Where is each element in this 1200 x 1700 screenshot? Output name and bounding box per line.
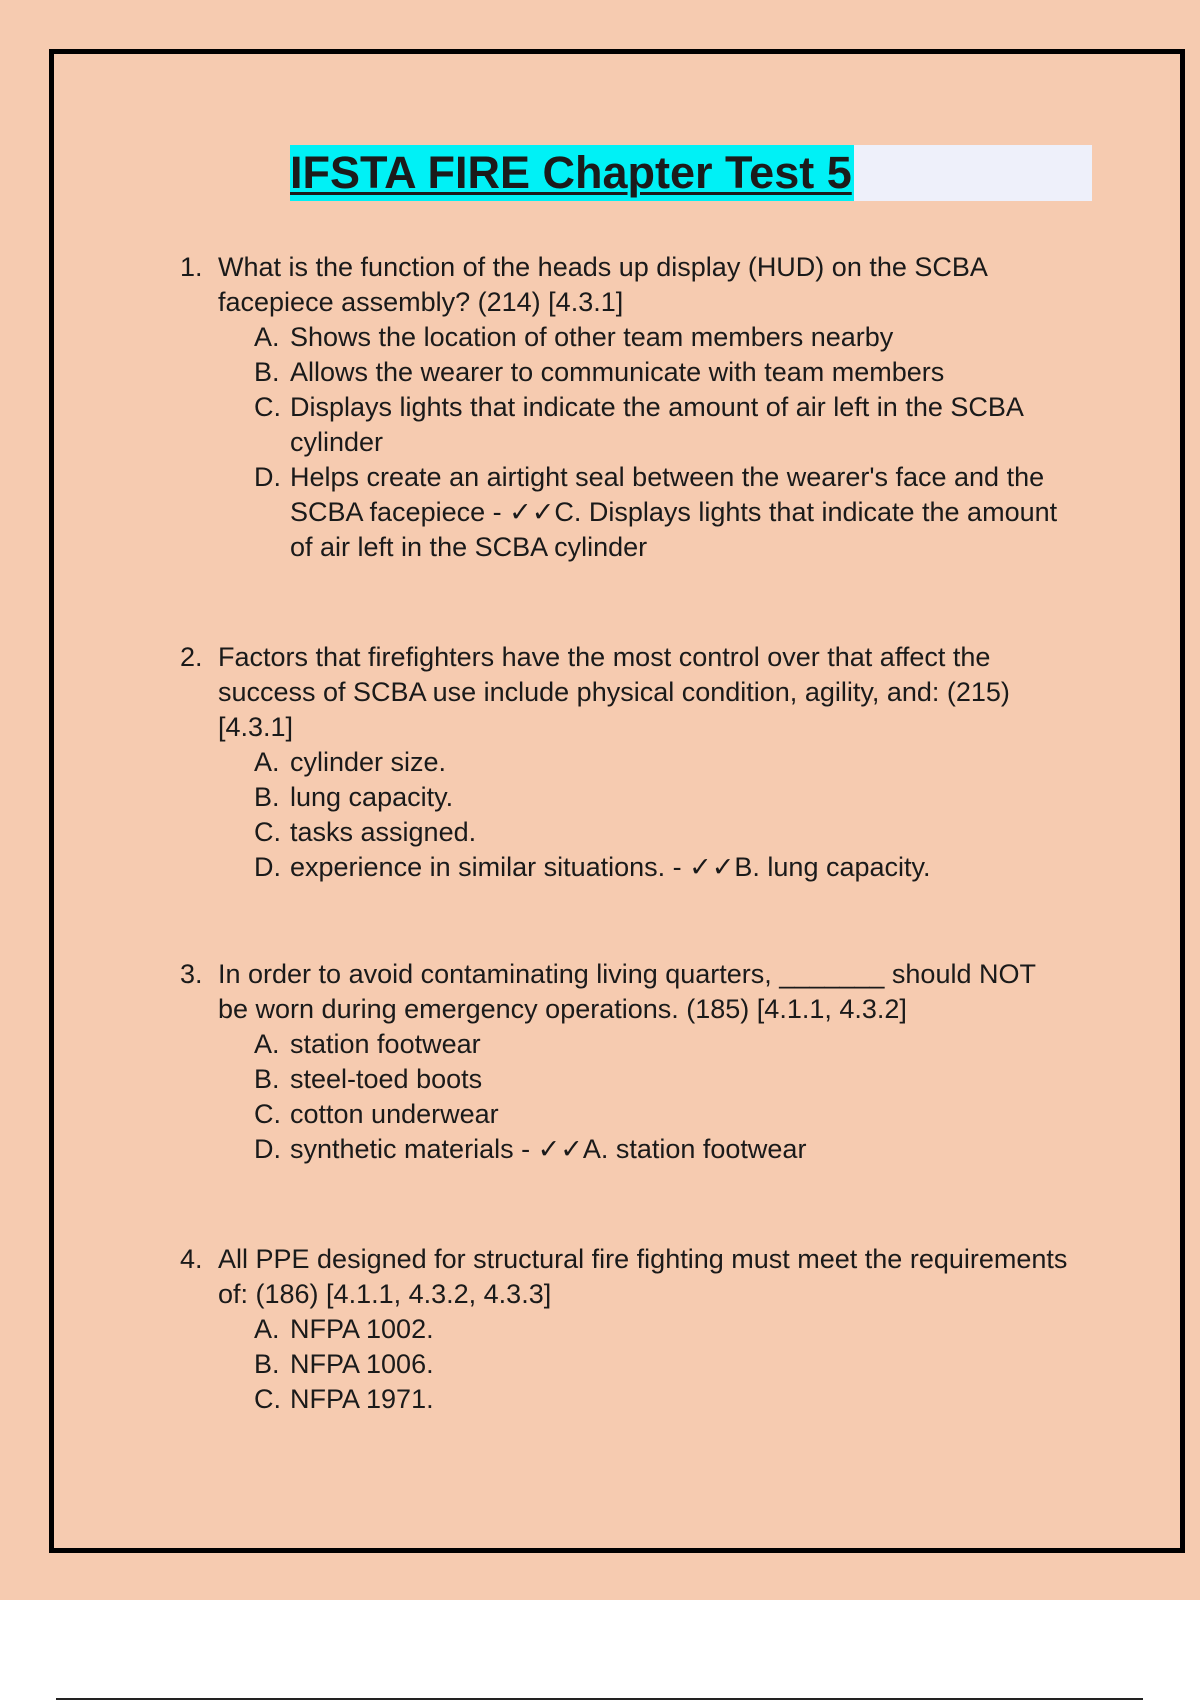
option-letter: D. (254, 462, 281, 492)
option-letter: A. (254, 1029, 280, 1059)
option-letter: A. (254, 747, 280, 777)
option-text: cotton underwear (290, 1099, 499, 1129)
answer-option-d (254, 850, 1084, 885)
answer-option-a (254, 1312, 1084, 1347)
option-letter: A. (254, 322, 280, 352)
question-2 (180, 640, 1080, 900)
option-text: Shows the location of other team members nearby (290, 322, 894, 352)
answer-option-d (254, 460, 1084, 565)
option-text: station footwear (290, 1029, 481, 1059)
question-text: Factors that firefighters have the most control over that affect the success of SCBA use include physical condition, agility, and: (215) [4.3.1] (218, 642, 1010, 742)
answer-option-a (254, 320, 1084, 355)
option-text: synthetic materials - ✓✓A. station footwear (290, 1134, 807, 1164)
question-text: In order to avoid contaminating living quarters, _______ should NOT be worn during emergency operations. (185) [4.1.1, 4.3.2] (218, 959, 1036, 1024)
option-text: NFPA 1002. (290, 1314, 434, 1344)
answer-option-d (254, 1132, 1084, 1167)
option-text: NFPA 1006. (290, 1349, 434, 1379)
answer-option-b (254, 780, 1084, 815)
option-text: Helps create an airtight seal between the wearer's face and the SCBA facepiece - ✓✓C. Displays lights that indicate the amount of air left in the SCBA cylinder (290, 462, 1058, 562)
option-letter: C. (254, 1099, 281, 1129)
option-letter: A. (254, 1314, 280, 1344)
answer-option-b (254, 1062, 1084, 1097)
option-text: steel-toed boots (290, 1064, 483, 1094)
option-letter: D. (254, 1134, 281, 1164)
question-4 (180, 1242, 1080, 1422)
option-letter: B. (254, 357, 280, 387)
option-text: NFPA 1971. (290, 1384, 434, 1414)
option-text: experience in similar situations. - ✓✓B. lung capacity. (290, 852, 931, 882)
option-text: Displays lights that indicate the amount of air left in the SCBA cylinder (290, 392, 1023, 457)
question-number: 1. (180, 252, 203, 282)
question-3 (180, 957, 1080, 1177)
option-text: Allows the wearer to communicate with team members (290, 357, 945, 387)
question-text: All PPE designed for structural fire fighting must meet the requirements of: (186) [4.1.1, 4.3.2, 4.3.3] (218, 1244, 1068, 1309)
answer-option-a (254, 745, 1084, 780)
option-letter: C. (254, 1384, 281, 1414)
answer-option-c (254, 390, 1084, 460)
answer-option-c (254, 1097, 1084, 1132)
question-number: 3. (180, 959, 203, 989)
option-letter: C. (254, 817, 281, 847)
question-text: What is the function of the heads up display (HUD) on the SCBA facepiece assembly? (214) [4.3.1] (218, 252, 987, 317)
title-block (290, 145, 1092, 201)
option-letter: D. (254, 852, 281, 882)
option-text: cylinder size. (290, 747, 447, 777)
answer-option-c (254, 1382, 1084, 1417)
answer-option-a (254, 1027, 1084, 1062)
option-text: tasks assigned. (290, 817, 477, 847)
answer-option-c (254, 815, 1084, 850)
option-text: lung capacity. (290, 782, 454, 812)
answer-option-b (254, 1347, 1084, 1382)
option-letter: B. (254, 782, 280, 812)
question-number: 4. (180, 1244, 203, 1274)
answer-options (254, 320, 1084, 565)
question-1 (180, 250, 1080, 580)
option-letter: B. (254, 1349, 280, 1379)
option-letter: B. (254, 1064, 280, 1094)
answer-options (254, 1312, 1084, 1417)
answer-option-b (254, 355, 1084, 390)
answer-options (254, 745, 1084, 885)
answer-options (254, 1027, 1084, 1167)
question-number: 2. (180, 642, 203, 672)
option-letter: C. (254, 392, 281, 422)
document-title: IFSTA FIRE Chapter Test 5 (290, 145, 854, 201)
